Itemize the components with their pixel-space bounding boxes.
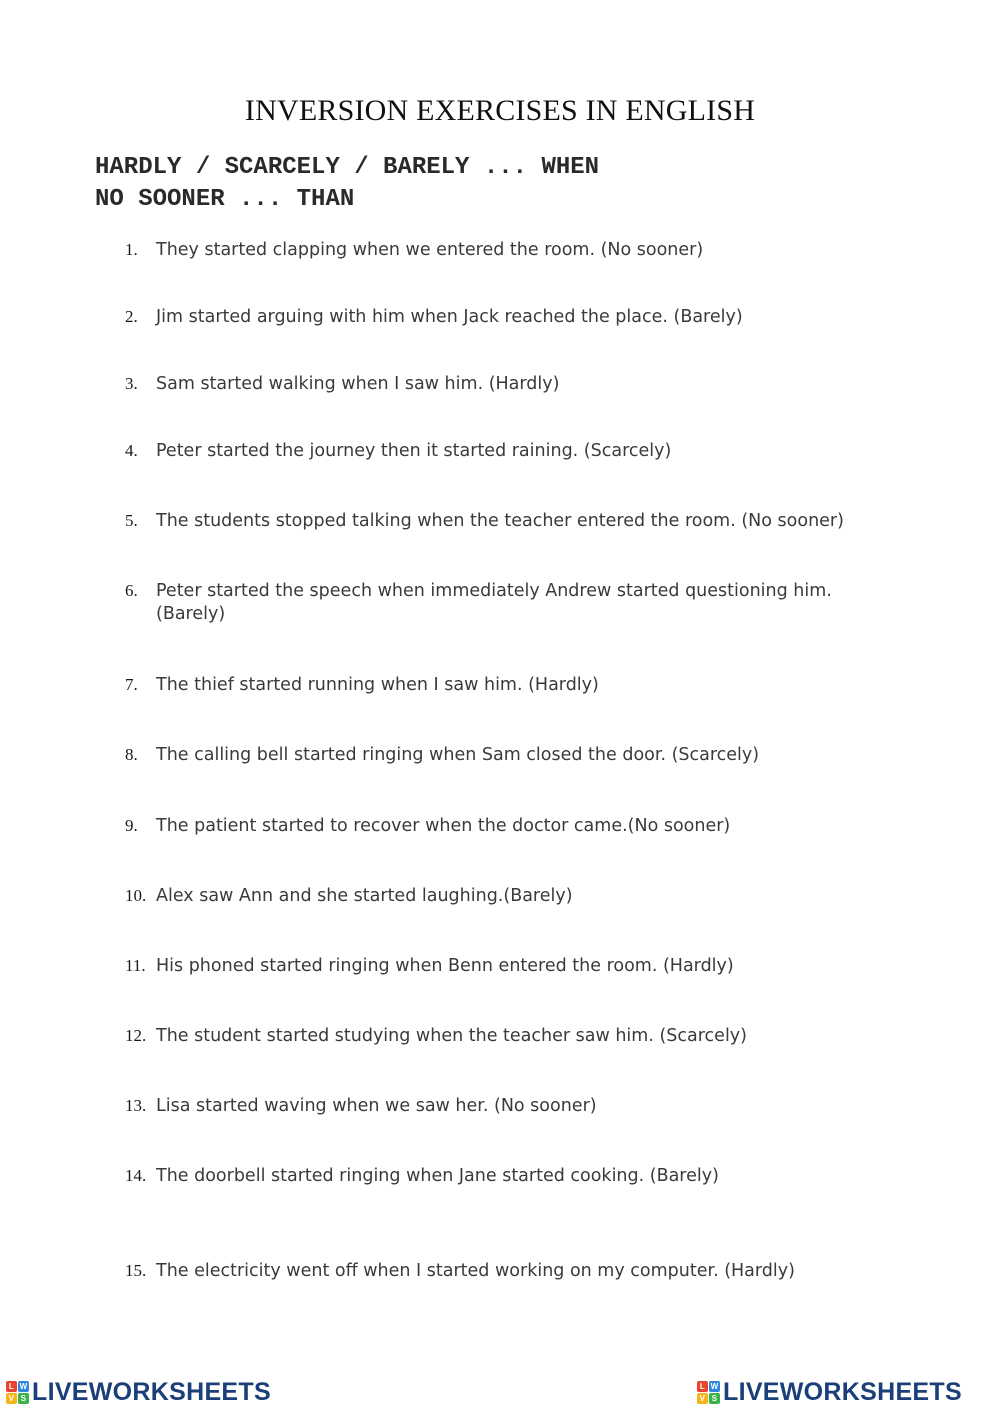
logo-tile: V — [697, 1393, 708, 1404]
exercise-number: 12. — [125, 1026, 147, 1045]
logo-tile: L — [6, 1381, 17, 1392]
exercise-number: 8. — [125, 745, 138, 764]
exercise-text: The patient started to recover when the doctor came.(No sooner) — [156, 816, 731, 836]
exercise-item-2 — [125, 305, 885, 329]
exercise-item-8 — [125, 743, 885, 767]
liveworksheets-logo-icon — [6, 1381, 29, 1404]
exercise-number: 10. — [125, 886, 147, 905]
exercise-number: 9. — [125, 816, 138, 835]
exercise-text: Alex saw Ann and she started laughing.(Barely) — [156, 886, 573, 906]
liveworksheets-brand-left[interactable] — [6, 1378, 271, 1407]
exercise-number: 2. — [125, 307, 138, 326]
exercise-item-5 — [125, 509, 885, 533]
exercise-number: 3. — [125, 374, 138, 393]
exercise-item-15 — [125, 1259, 885, 1283]
exercise-text: Lisa started waving when we saw her. (No sooner) — [156, 1096, 597, 1116]
exercise-text: Peter started the journey then it started raining. (Scarcely) — [156, 441, 672, 461]
exercise-text: The thief started running when I saw him. (Hardly) — [156, 675, 599, 695]
exercise-text: The calling bell started ringing when Sam closed the door. (Scarcely) — [156, 745, 760, 765]
subtitle-line-1: HARDLY / SCARCELY / BARELY ... WHEN — [95, 154, 600, 181]
logo-tile: W — [710, 1382, 719, 1391]
exercise-number: 5. — [125, 511, 138, 530]
exercise-text: Peter started the speech when immediately Andrew started questioning him. (Barely) — [156, 581, 832, 624]
exercise-number: 6. — [125, 581, 138, 600]
exercise-number: 13. — [125, 1096, 147, 1115]
exercise-item-10 — [125, 884, 885, 908]
logo-tile: L — [697, 1381, 708, 1392]
exercise-item-11 — [125, 954, 885, 978]
subtitle-line-2: NO SOONER ... THAN — [95, 186, 355, 213]
exercise-number: 1. — [125, 240, 138, 259]
exercise-text: The electricity went off when I started working on my computer. (Hardly) — [156, 1261, 795, 1281]
exercise-text: The doorbell started ringing when Jane started cooking. (Barely) — [156, 1166, 719, 1186]
exercise-item-3 — [125, 372, 885, 396]
exercise-text: The student started studying when the teacher saw him. (Scarcely) — [156, 1026, 747, 1046]
logo-tile: S — [18, 1393, 29, 1404]
exercise-number: 11. — [125, 956, 146, 975]
page-title: INVERSION EXERCISES IN ENGLISH — [244, 94, 756, 127]
exercise-item-14 — [125, 1164, 885, 1188]
subtitle — [95, 152, 599, 216]
logo-tile: S — [709, 1393, 720, 1404]
exercise-number: 7. — [125, 675, 138, 694]
exercise-item-13 — [125, 1094, 885, 1118]
exercise-item-6 — [125, 579, 885, 626]
exercise-text: Jim started arguing with him when Jack reached the place. (Barely) — [156, 307, 743, 327]
exercise-number: 15. — [125, 1261, 147, 1280]
exercise-item-1 — [125, 238, 885, 262]
exercise-text: They started clapping when we entered the room. (No sooner) — [156, 240, 704, 260]
brand-name: LIVEWORKSHEETS — [723, 1378, 962, 1406]
liveworksheets-logo-icon — [697, 1381, 720, 1404]
exercise-item-4 — [125, 439, 885, 463]
liveworksheets-brand-right[interactable] — [697, 1378, 962, 1407]
exercise-text: The students stopped talking when the teacher entered the room. (No sooner) — [156, 511, 844, 531]
exercise-number: 4. — [125, 441, 138, 460]
brand-name: LIVEWORKSHEETS — [32, 1378, 271, 1406]
exercise-item-12 — [125, 1024, 885, 1048]
exercise-text: Sam started walking when I saw him. (Hardly) — [156, 374, 560, 394]
logo-tile: W — [19, 1382, 28, 1391]
exercise-item-7 — [125, 673, 885, 697]
logo-tile: V — [6, 1393, 17, 1404]
exercise-number: 14. — [125, 1166, 147, 1185]
exercise-text: His phoned started ringing when Benn entered the room. (Hardly) — [156, 956, 734, 976]
exercise-item-9 — [125, 814, 885, 838]
